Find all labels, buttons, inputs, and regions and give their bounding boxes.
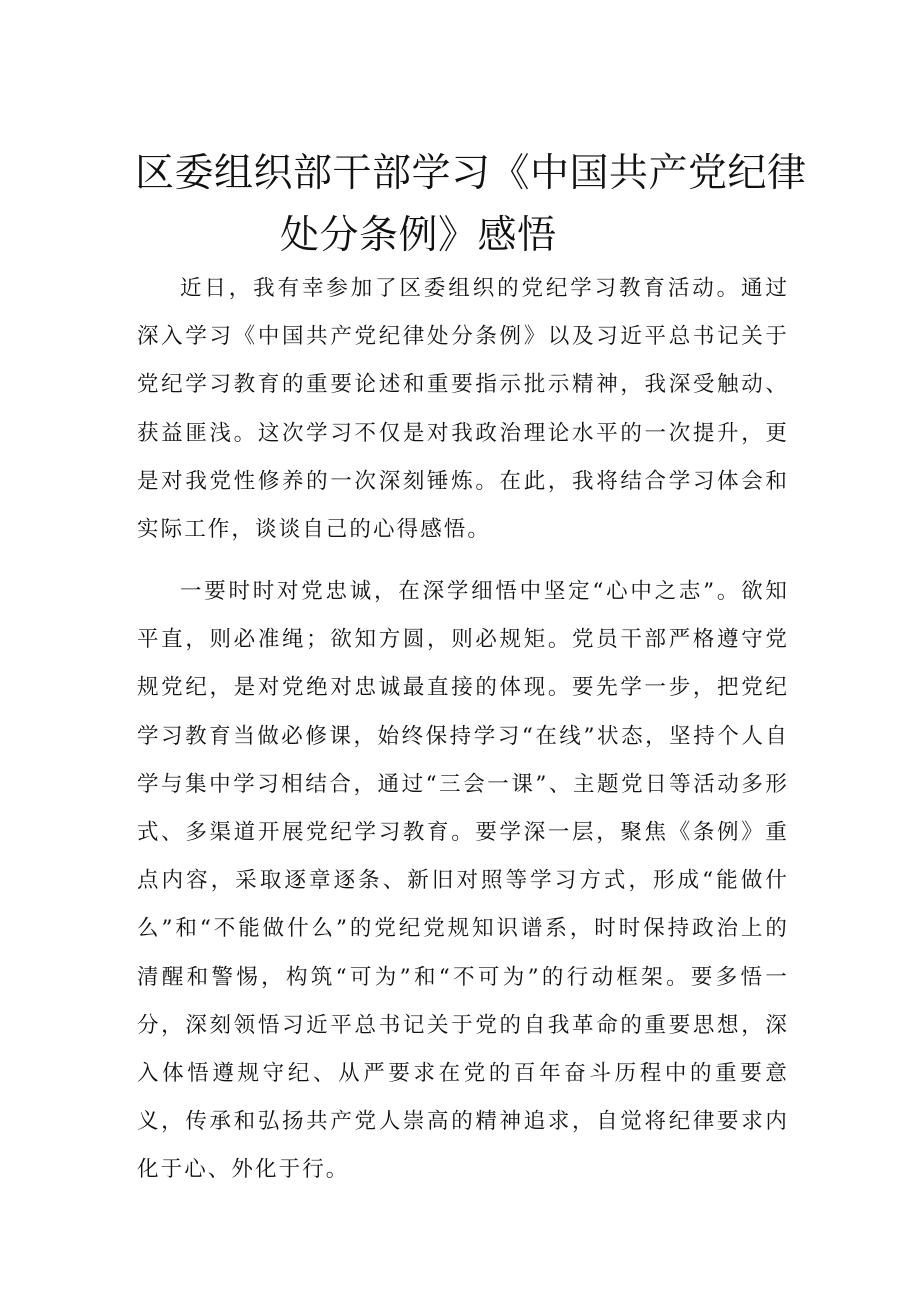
title-line-2: 处分条例》感悟: [280, 213, 557, 258]
document-title: [135, 143, 807, 267]
title-line-1: 区委组织部干部学习《中国共产党纪律: [135, 151, 807, 196]
body-paragraph-intro: 近日，我有幸参加了区委组织的党纪学习教育活动。通过深入学习《中国共产党纪律处分条例》以及习近平总书记关于党纪学习教育的重要论述和重要指示批示精神，我深受触动、获益匪浅。这次学习不仅是对我政治理论水平的一次提升，更是对我党性修养的一次深刻锤炼。在此，我将结合学习体会和实际工作，谈谈自己的心得感悟。: [137, 276, 789, 543]
body-paragraph-loyalty: 一要时时对党忠诚，在深学细悟中坚定“心中之志”。欲知平直，则必准绳；欲知方圆，则必规矩。党员干部严格遵守党规党纪，是对党绝对忠诚最直接的体现。要先学一步，把党纪学习教育当做必修课，始终保持学习“在线”状态，坚持个人自学与集中学习相结合，通过“三会一课”、主题党日等活动多形式、多渠道开展党纪学习教育。要学深一层，聚焦《条例》重点内容，采取逐章逐条、新旧对照等学习方式，形成“能做什么”和“不能做什么”的党纪党规知识谱系，时时保持政治上的清醒和警惕，构筑“可为”和“不可为”的行动框架。要多悟一分，深刻领悟习近平总书记关于党的自我革命的重要思想，深入体悟遵规守纪、从严要求在党的百年奋斗历程中的重要意义，传承和弘扬共产党人崇高的精神追求，自觉将纪律要求内化于心、外化于行。: [137, 579, 789, 1183]
